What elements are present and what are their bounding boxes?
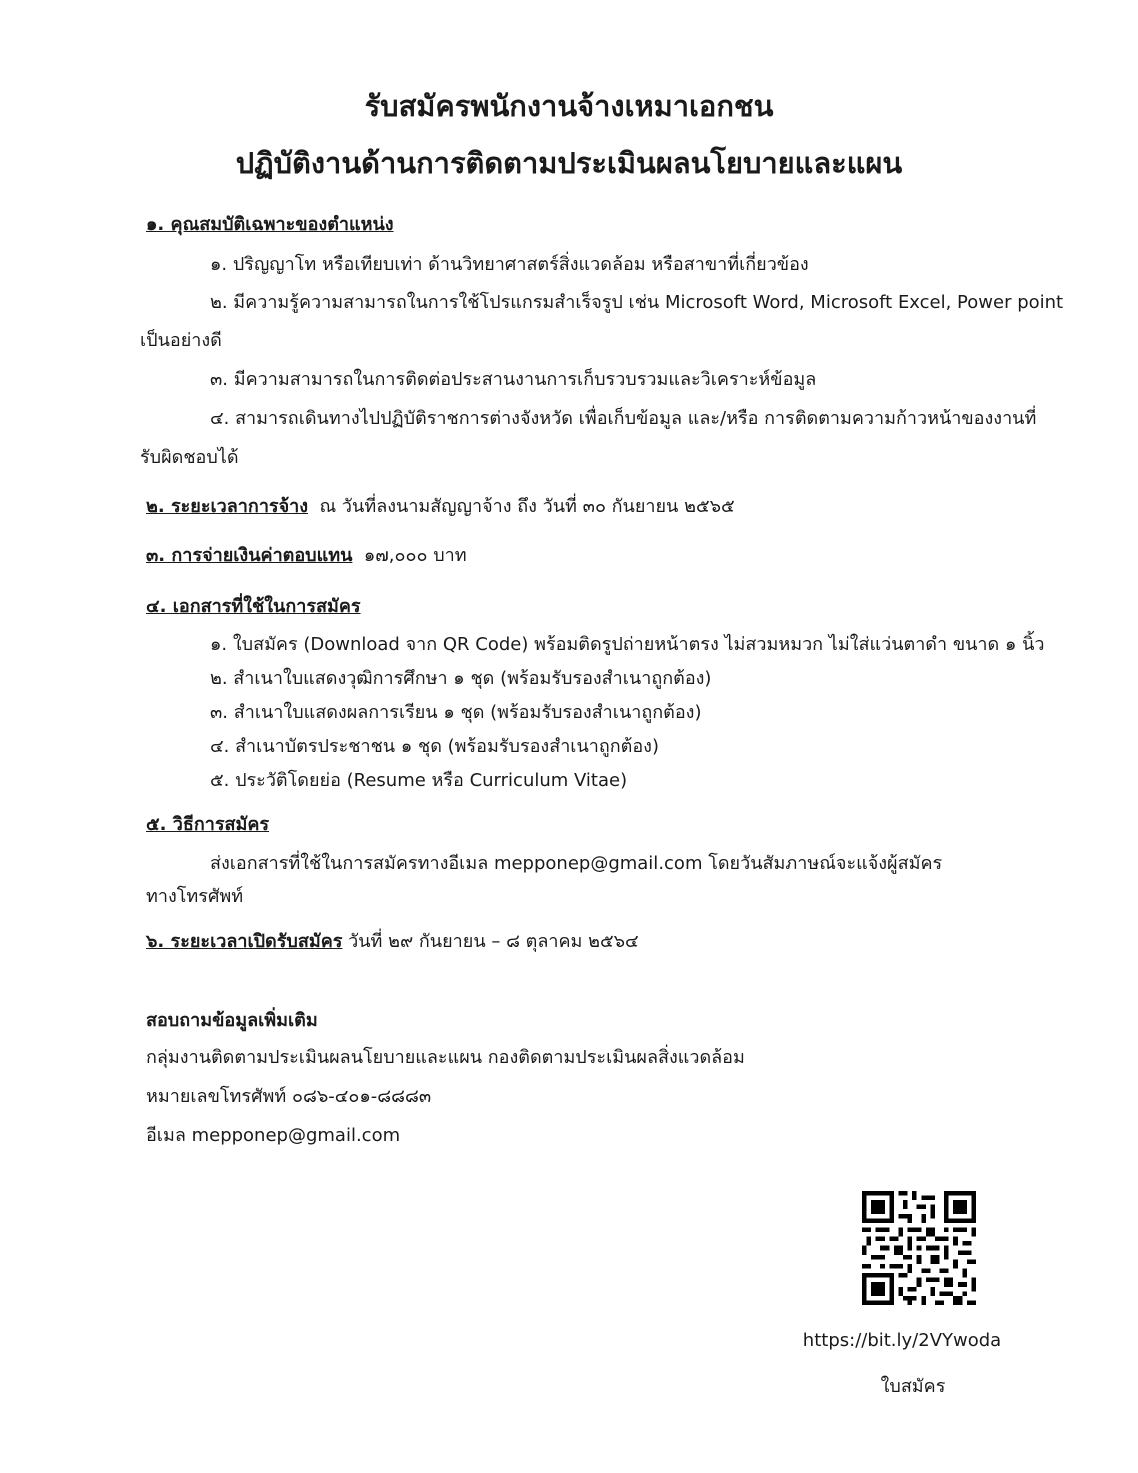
section5-line2: ทางโทรศัพท์ [146, 886, 244, 907]
contact-phone: หมายเลขโทรศัพท์ ๐๘๖-๔๐๑-๘๘๘๓ [146, 1086, 432, 1107]
section4-item1: ๑. ใบสมัคร (Download จาก QR Code) พร้อมติดรูปถ่ายหน้าตรง ไม่สวมหมวก ไม่ใส่แว่นตาดำ ขนาด ๑ นิ้ว [210, 634, 1045, 655]
section1-item2-cont: เป็นอย่างดี [140, 330, 222, 351]
section2-text: ณ วันที่ลงนามสัญญาจ้าง ถึง วันที่ ๓๐ กันยายน ๒๕๖๕ [319, 496, 735, 517]
section4-item5: ๕. ประวัติโดยย่อ (Resume หรือ Curriculum Vitae) [210, 770, 628, 791]
section1-item4-cont: รับผิดชอบได้ [140, 447, 239, 468]
section4-item4: ๔. สำเนาบัตรประชาชน ๑ ชุด (พร้อมรับรองสำเนาถูกต้อง) [210, 736, 659, 757]
section6-heading: ๖. ระยะเวลาเปิดรับสมัคร [146, 931, 343, 952]
section4-item3: ๓. สำเนาใบแสดงผลการเรียน ๑ ชุด (พร้อมรับรองสำเนาถูกต้อง) [210, 702, 702, 723]
section1-item2: ๒. มีความรู้ความสามารถในการใช้โปรแกรมสำเร็จรูป เช่น Microsoft Word, Microsoft Excel, Power point [210, 292, 1064, 313]
page-title-line2: ปฏิบัติงานด้านการติดตามประเมินผลนโยบายและแผน [235, 146, 903, 180]
qr-caption: ใบสมัคร [880, 1376, 946, 1397]
section4-heading: ๔. เอกสารที่ใช้ในการสมัคร [146, 596, 361, 617]
contact-email: อีเมล mepponep@gmail.com [146, 1125, 401, 1146]
qr-code-icon [862, 1191, 976, 1305]
section6 [146, 929, 639, 955]
section1-heading: ๑. คุณสมบัติเฉพาะของตำแหน่ง [146, 214, 394, 235]
section3 [146, 543, 467, 569]
section2-heading: ๒. ระยะเวลาการจ้าง [146, 496, 309, 517]
section2 [146, 494, 735, 520]
section4-item2: ๒. สำเนาใบแสดงวุฒิการศึกษา ๑ ชุด (พร้อมรับรองสำเนาถูกต้อง) [210, 668, 712, 689]
section1-item1: ๑. ปริญญาโท หรือเทียบเท่า ด้านวิทยาศาสตร์สิ่งแวดล้อม หรือสาขาที่เกี่ยวข้อง [210, 254, 809, 275]
contact-heading: สอบถามข้อมูลเพิ่มเติม [146, 1010, 318, 1031]
page-title-line1: รับสมัครพนักงานจ้างเหมาเอกชน [364, 89, 774, 123]
section1-item3: ๓. มีความสามารถในการติดต่อประสานงานการเก็บรวบรวมและวิเคราะห์ข้อมูล [210, 369, 817, 390]
section6-text: วันที่ ๒๙ กันยายน – ๘ ตุลาคม ๒๕๖๔ [348, 931, 639, 952]
section3-text: ๑๗,๐๐๐ บาท [363, 545, 467, 566]
section5-heading: ๕. วิธีการสมัคร [146, 814, 270, 835]
contact-org: กลุ่มงานติดตามประเมินผลนโยบายและแผน กองติดตามประเมินผลสิ่งแวดล้อม [146, 1047, 745, 1068]
qr-url[interactable]: https://bit.ly/2VYwoda [802, 1330, 1002, 1351]
section5-line1: ส่งเอกสารที่ใช้ในการสมัครทางอีเมล mepponep@gmail.com โดยวันสัมภาษณ์จะแจ้งผู้สมัคร [210, 853, 943, 874]
section1-item4: ๔. สามารถเดินทางไปปฏิบัติราชการต่างจังหวัด เพื่อเก็บข้อมูล และ/หรือ การติดตามความก้าวหน้าของงานที่ [210, 408, 1037, 429]
section3-heading: ๓. การจ่ายเงินค่าตอบแทน [146, 545, 353, 566]
